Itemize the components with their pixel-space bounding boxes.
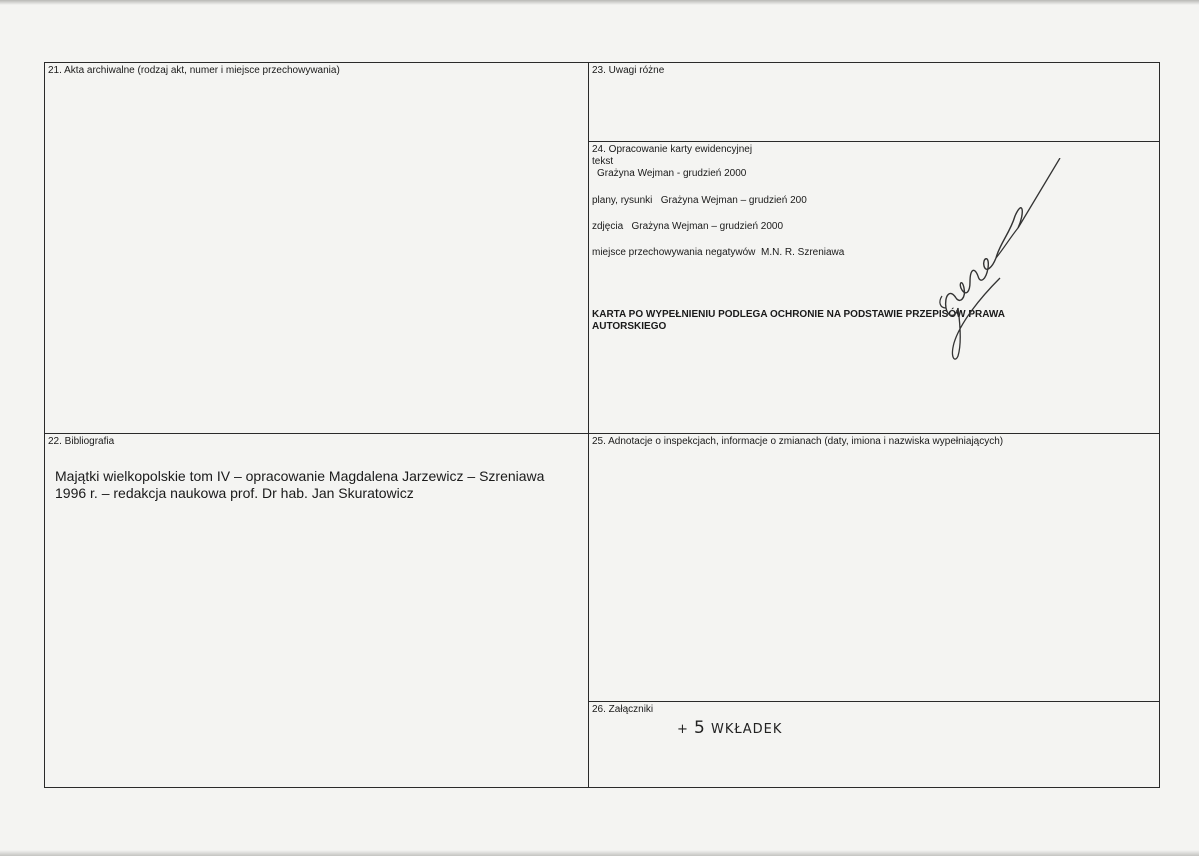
field-21-label: 21. Akta archiwalne (rodzaj akt, numer i miejsce przechowywania) <box>48 65 340 76</box>
zdjecia-value: Grażyna Wejman – grudzień 2000 <box>631 221 784 232</box>
negatywy-value: M.N. R. Szreniawa <box>760 247 845 258</box>
negatywy-row <box>592 247 844 259</box>
field-24-label: 24. Opracowanie karty ewidencyjnej <box>592 144 753 155</box>
row-divider-right-24-25 <box>588 433 1159 434</box>
field-22-label: 22. Bibliografia <box>48 436 115 447</box>
bibliography-content <box>55 468 575 502</box>
plany-label: plany, rysunki <box>592 195 653 206</box>
handwritten-word: WKŁADEK <box>711 722 783 737</box>
zdjecia-row <box>592 221 783 233</box>
tekst-value: Grażyna Wejman - grudzień 2000 <box>597 168 747 179</box>
handwritten-number: 5 <box>694 718 706 738</box>
bibliography-line-2: 1996 r. – redakcja naukowa prof. Dr hab. Jan Skuratowicz <box>55 485 414 501</box>
handwritten-plus: + <box>677 722 689 737</box>
author-signature <box>900 158 1110 363</box>
record-card-form <box>44 62 1160 788</box>
row-divider-right-23-24 <box>588 141 1159 142</box>
bibliography-line-1: Majątki wielkopolskie tom IV – opracowanie Magdalena Jarzewicz – Szreniawa <box>55 468 545 484</box>
negatywy-label: miejsce przechowywania negatywów <box>592 247 756 258</box>
zdjecia-label: zdjęcia <box>592 221 624 232</box>
field-26-label: 26. Załączniki <box>592 704 654 715</box>
column-divider <box>588 63 589 788</box>
field-23-label: 23. Uwagi różne <box>592 65 665 76</box>
attachments-handwritten-note <box>677 718 782 738</box>
row-divider-left <box>45 433 588 434</box>
plany-row <box>592 195 807 207</box>
scan-edge-bottom <box>0 850 1199 856</box>
plany-value: Grażyna Wejman – grudzień 200 <box>660 195 807 206</box>
row-divider-right-25-26 <box>588 701 1159 702</box>
tekst-label: tekst <box>592 156 614 167</box>
copyright-notice-line-2: AUTORSKIEGO <box>592 321 667 332</box>
copyright-notice-line-1: KARTA PO WYPEŁNIENIU PODLEGA OCHRONIE NA PODSTAWIE PRZEPISÓW PRAWA <box>592 309 1005 320</box>
scan-edge-top <box>0 0 1199 5</box>
field-25-label: 25. Adnotacje o inspekcjach, informacje o zmianach (daty, imiona i nazwiska wypełniających) <box>592 436 1004 447</box>
